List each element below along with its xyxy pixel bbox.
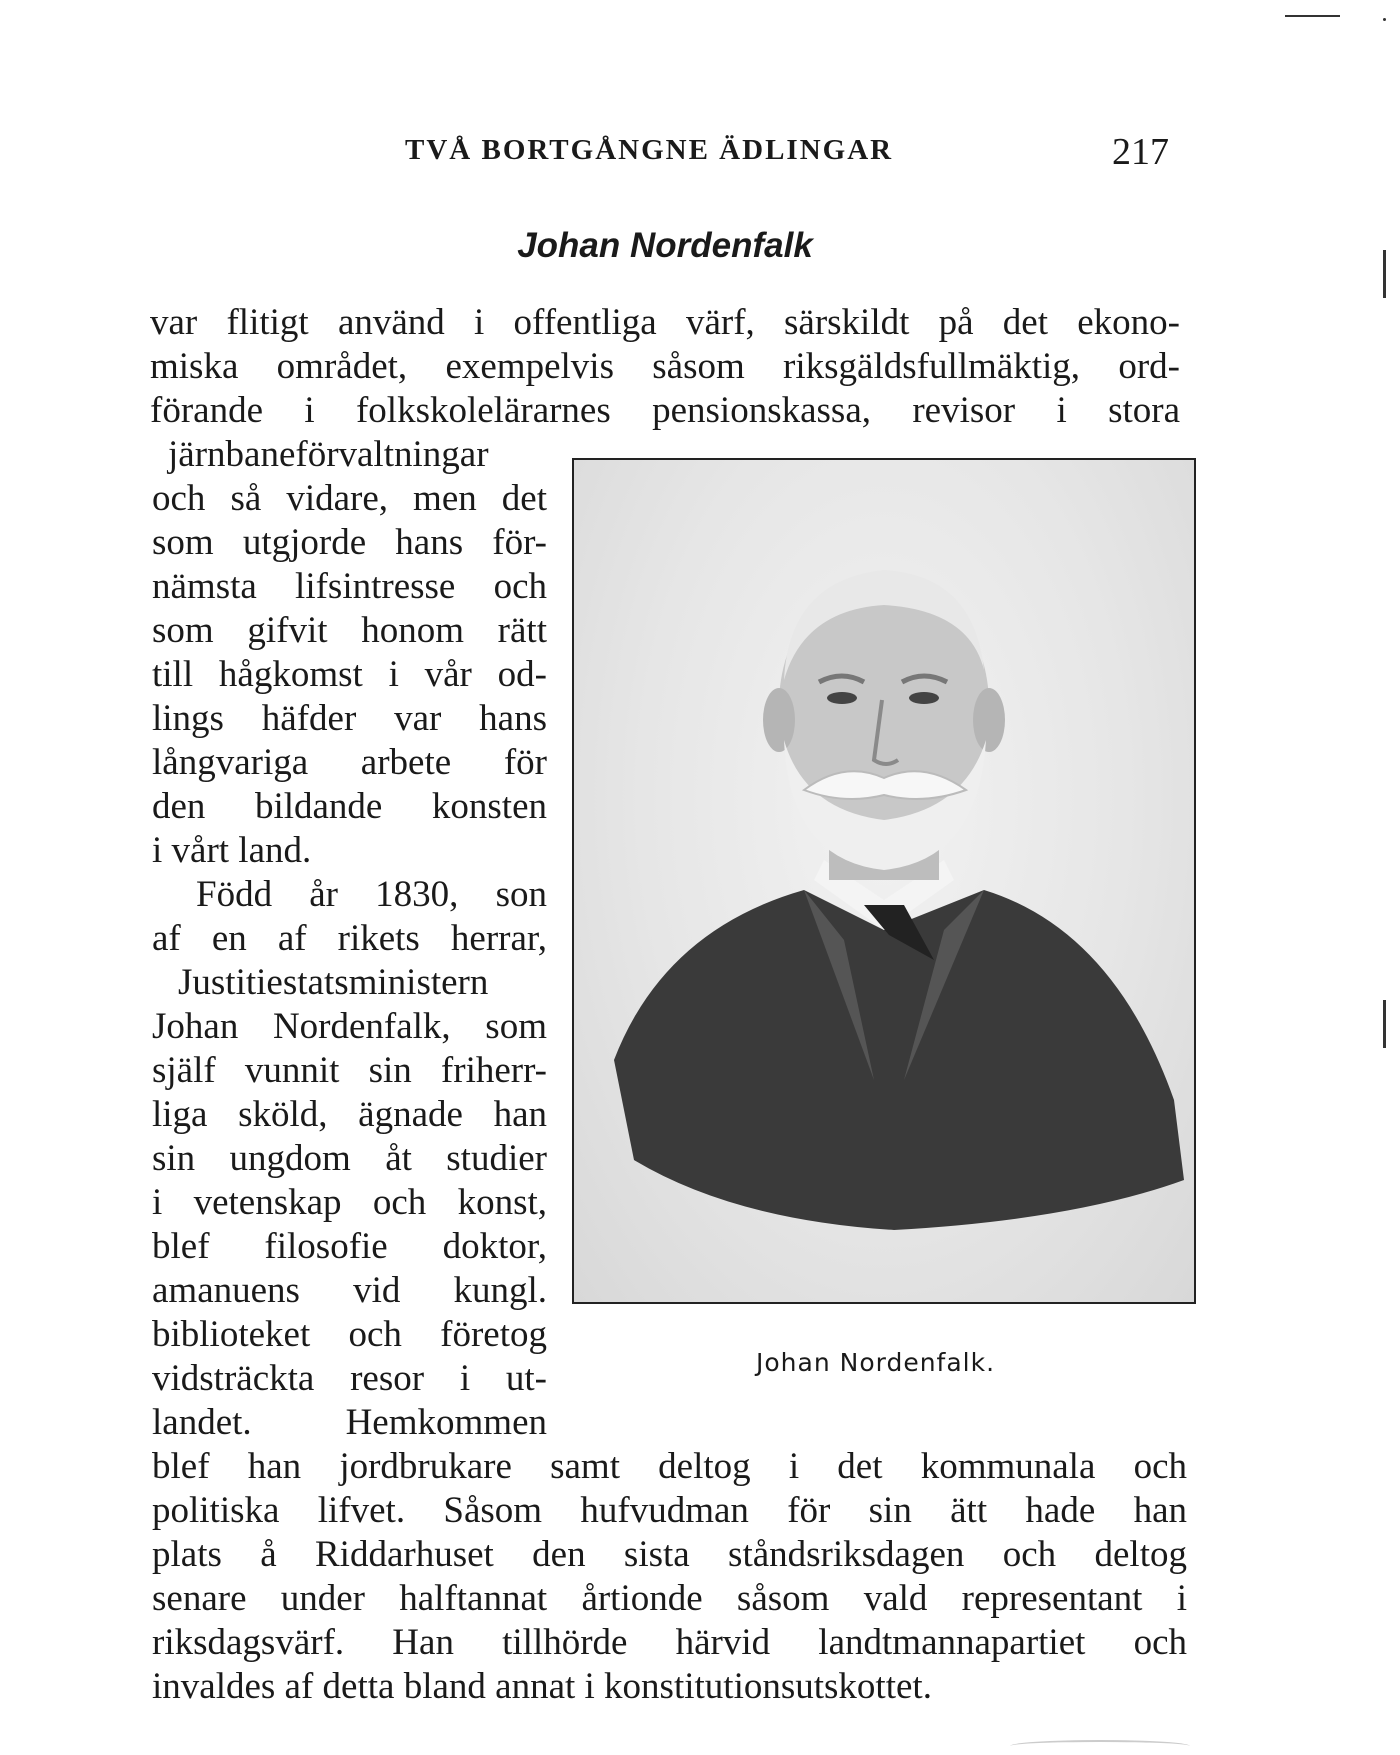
scan-margin-dot: [1383, 18, 1386, 21]
body-line: och så vidare, men det: [152, 478, 547, 519]
body-line: invaldes af detta bland annat i konstitutionsutskottet.: [152, 1666, 932, 1707]
body-line: som utgjorde hans för-: [152, 522, 547, 563]
body-line: som gifvit honom rätt: [152, 610, 547, 651]
body-line: vidsträckta resor i ut-: [152, 1358, 547, 1399]
body-line: nämsta lifsintresse och: [152, 566, 547, 607]
section-title: Johan Nordenfalk: [517, 226, 813, 265]
margin-mark: [1383, 250, 1386, 298]
body-line: miska området, exempelvis såsom riksgäldsfullmäktig, ord-: [150, 346, 1180, 387]
body-line: Johan Nordenfalk, som: [152, 1006, 547, 1047]
body-line: af en af rikets herrar,: [152, 918, 547, 959]
body-line: var flitigt använd i offentliga värf, särskildt på det ekono-: [150, 302, 1180, 343]
body-line: politiska lifvet. Såsom hufvudman för sin ätt hade han: [152, 1490, 1187, 1531]
scan-artifact: [1010, 1740, 1190, 1752]
scan-margin-dash: [1285, 15, 1340, 17]
body-line: i vetenskap och konst,: [152, 1182, 547, 1223]
body-line: långvariga arbete för: [152, 742, 547, 783]
body-line: lings häfder var hans: [152, 698, 547, 739]
body-line: landet. Hemkommen: [152, 1402, 547, 1443]
body-line: senare under halftannat årtionde såsom vald representant i: [152, 1578, 1187, 1619]
body-line: i vårt land.: [152, 830, 312, 871]
figure-caption: Johan Nordenfalk.: [756, 1348, 996, 1377]
page-number: 217: [1112, 131, 1169, 173]
portrait-photo: [572, 458, 1196, 1304]
body-line: liga sköld, ägnade han: [152, 1094, 547, 1135]
body-line: den bildande konsten: [152, 786, 547, 827]
margin-mark: [1383, 1000, 1386, 1048]
body-line: biblioteket och företog: [152, 1314, 547, 1355]
body-line: amanuens vid kungl.: [152, 1270, 547, 1311]
body-line: riksdagsvärf. Han tillhörde härvid landtmannapartiet och: [152, 1622, 1187, 1663]
body-line: Justitiestatsministern: [178, 962, 489, 1003]
body-line: själf vunnit sin friherr-: [152, 1050, 547, 1091]
portrait-drawing: [574, 460, 1196, 1304]
body-line: sin ungdom åt studier: [152, 1138, 547, 1179]
body-line: till hågkomst i vår od-: [152, 654, 547, 695]
body-line: Född år 1830, son: [196, 874, 547, 915]
body-line: järnbaneförvaltningar: [168, 434, 489, 475]
body-line: blef filosofie doktor,: [152, 1226, 547, 1267]
body-line: blef han jordbrukare samt deltog i det kommunala och: [152, 1446, 1187, 1487]
body-line: förande i folkskolelärarnes pensionskassa, revisor i stora: [150, 390, 1180, 431]
running-head: TVÅ BORTGÅNGNE ÄDLINGAR: [405, 134, 894, 166]
body-line: plats å Riddarhuset den sista ståndsriksdagen och deltog: [152, 1534, 1187, 1575]
